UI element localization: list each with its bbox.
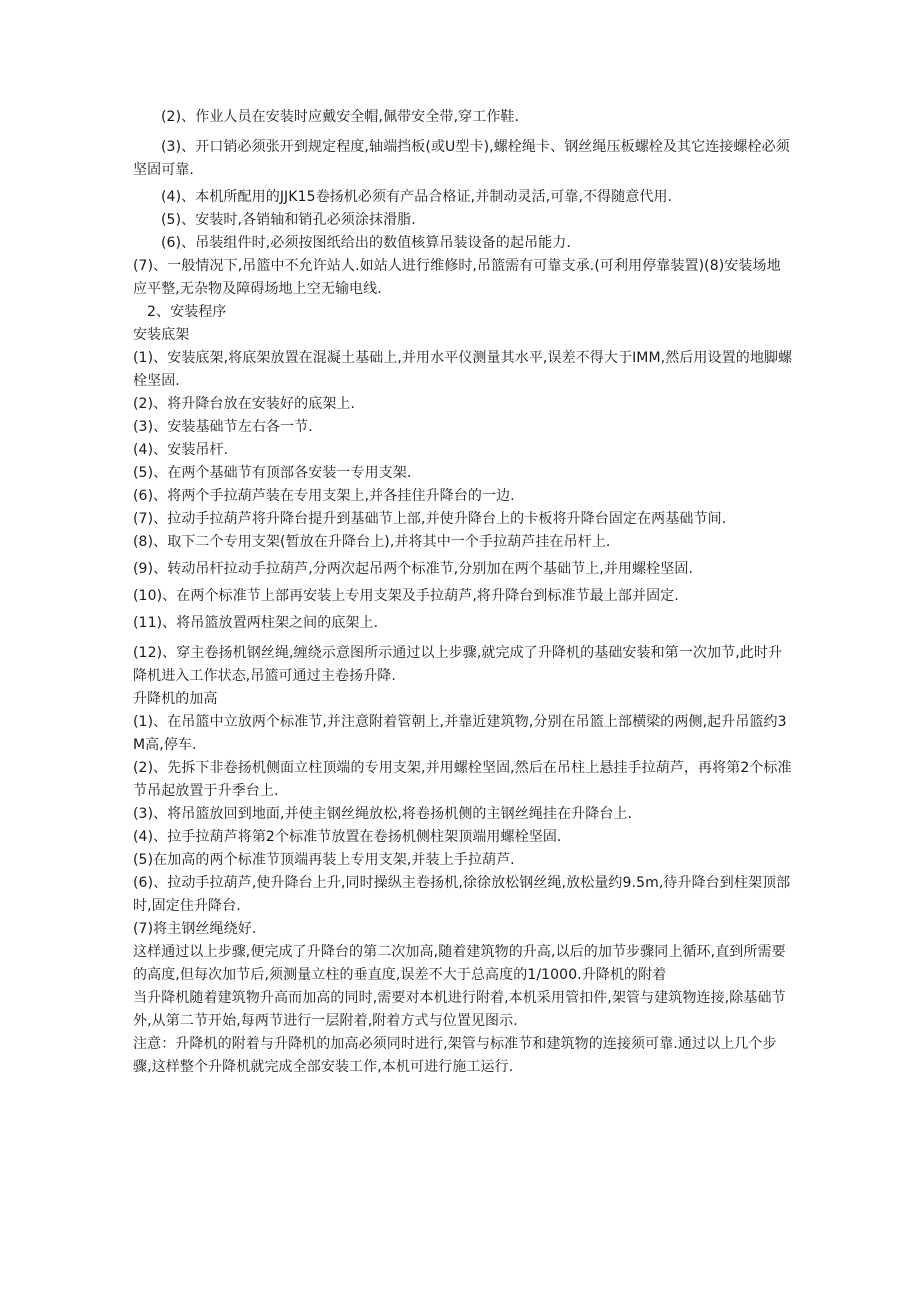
subsection-heading-base: 安装底架	[133, 327, 190, 343]
attachment-text: 当升降机随着建筑物升高而加高的同时,需要对本机进行附着,本机采用管扣件,架管与建筑物连接,除基础节外,从第二节开始,每两节进行一层附着,附着方式与位置见图示.	[133, 990, 786, 1029]
requirement-item: (5)、安装时,各销轴和销孔必须涂抹滑脂.	[161, 212, 416, 228]
heightening-step: (2)、先拆下非卷扬机侧面立柱顶端的专用支架,并用螺栓坚固,然后在吊柱上悬挂手拉葫芦，再将第2个标准节吊起放置于升季台上.	[133, 760, 792, 799]
base-step: (4)、安装吊杆.	[133, 442, 229, 458]
heightening-step: (5)在加高的两个标准节顶端再装上专用支架,并装上手拉葫芦.	[133, 852, 515, 868]
subsection-heading-heightening: 升降机的加高	[133, 691, 218, 707]
base-step: (5)、在两个基础节有顶部各安装一专用支架.	[133, 465, 412, 481]
requirement-item: (7)、一般情况下,吊篮中不允许站人.如站人进行维修时,吊篮需有可靠支承.(可利用停靠装置)(8)安装场地应平整,无杂物及障碍场地上空无输电线.	[133, 258, 781, 297]
requirement-item: (4)、本机所配用的JJK15卷扬机必须有产品合格证,并制动灵活,可靠,不得随意代用.	[161, 189, 673, 205]
requirement-item: (6)、吊装组件时,必须按图纸给出的数值核算吊装设备的起吊能力.	[161, 235, 571, 251]
base-step: (12)、穿主卷扬机钢丝绳,缠绕示意图所示通过以上步骤,就完成了升降机的基础安装和第一次加节,此时升降机进入工作状态,吊篮可通过主卷扬升降.	[133, 645, 783, 684]
heightening-step: (6)、拉动手拉葫芦,使升降台上升,同时操纵主卷扬机,徐徐放松钢丝绳,放松量约9.5m,待升降台到柱架顶部时,固定住升降台.	[133, 875, 791, 914]
base-step: (3)、安装基础节左右各一节.	[133, 419, 313, 435]
base-step: (9)、转动吊杆拉动手拉葫芦,分两次起吊两个标准节,分别加在两个基础节上,并用螺栓坚固.	[133, 561, 694, 577]
heightening-step: (7)将主钢丝绳绕好.	[133, 921, 257, 937]
section-title: 2、安装程序	[147, 304, 227, 320]
base-step: (7)、拉动手拉葫芦将升降台提升到基础节上部,并使升降台上的卡板将升降台固定在两基础节间.	[133, 511, 727, 527]
base-step: (8)、取下二个专用支架(暂放在升降台上),并将其中一个手拉葫芦挂在吊杆上.	[133, 534, 611, 550]
heightening-step: (4)、拉手拉葫芦将第2个标准节放置在卷扬机侧柱架顶端用螺栓坚固.	[133, 829, 562, 845]
base-step: (2)、将升降台放在安装好的底架上.	[133, 396, 356, 412]
base-step: (1)、安装底架,将底架放置在混凝土基础上,并用水平仪测量其水平,误差不得大于IMM,然后用设置的地脚螺栓坚固.	[133, 350, 793, 389]
heightening-step: (1)、在吊篮中立放两个标准节,并注意附着管朝上,并靠近建筑物,分别在吊篮上部横梁的两侧,起升吊篮约3M高,停车.	[133, 714, 787, 753]
heightening-step: (3)、将吊篮放回到地面,并使主钢丝绳放松,将卷扬机侧的主钢丝绳挂在升降台上.	[133, 806, 633, 822]
base-step: (11)、将吊篮放置两柱架之间的底架上.	[133, 615, 379, 631]
base-step: (6)、将两个手拉葫芦装在专用支架上,并各挂住升降台的一边.	[133, 488, 515, 504]
requirement-item: (3)、开口销必须张开到规定程度,轴端挡板(或U型卡),螺栓绳卡、钢丝绳压板螺栓及其它连接螺栓必须坚固可靠.	[133, 139, 790, 178]
base-step: (10)、在两个标准节上部再安装上专用支架及手拉葫芦,将升降台到标准节最上部并固定.	[133, 588, 679, 604]
heightening-summary: 这样通过以上步骤,便完成了升降台的第二次加高,随着建筑物的升高,以后的加节步骤同上循环,直到所需要的高度,但每次加节后,须测量立柱的垂直度,误差不大于总高度的1/1000.升降机的附着	[133, 944, 786, 983]
document-body	[133, 106, 793, 1079]
requirement-item: (2)、作业人员在安装时应戴安全帽,佩带安全带,穿工作鞋.	[161, 109, 520, 125]
attention-note: 注意：升降机的附着与升降机的加高必须同时进行,架管与标准节和建筑物的连接须可靠.通过以上几个步骤,这样整个升降机就完成全部安装工作,本机可进行施工运行.	[133, 1036, 777, 1075]
